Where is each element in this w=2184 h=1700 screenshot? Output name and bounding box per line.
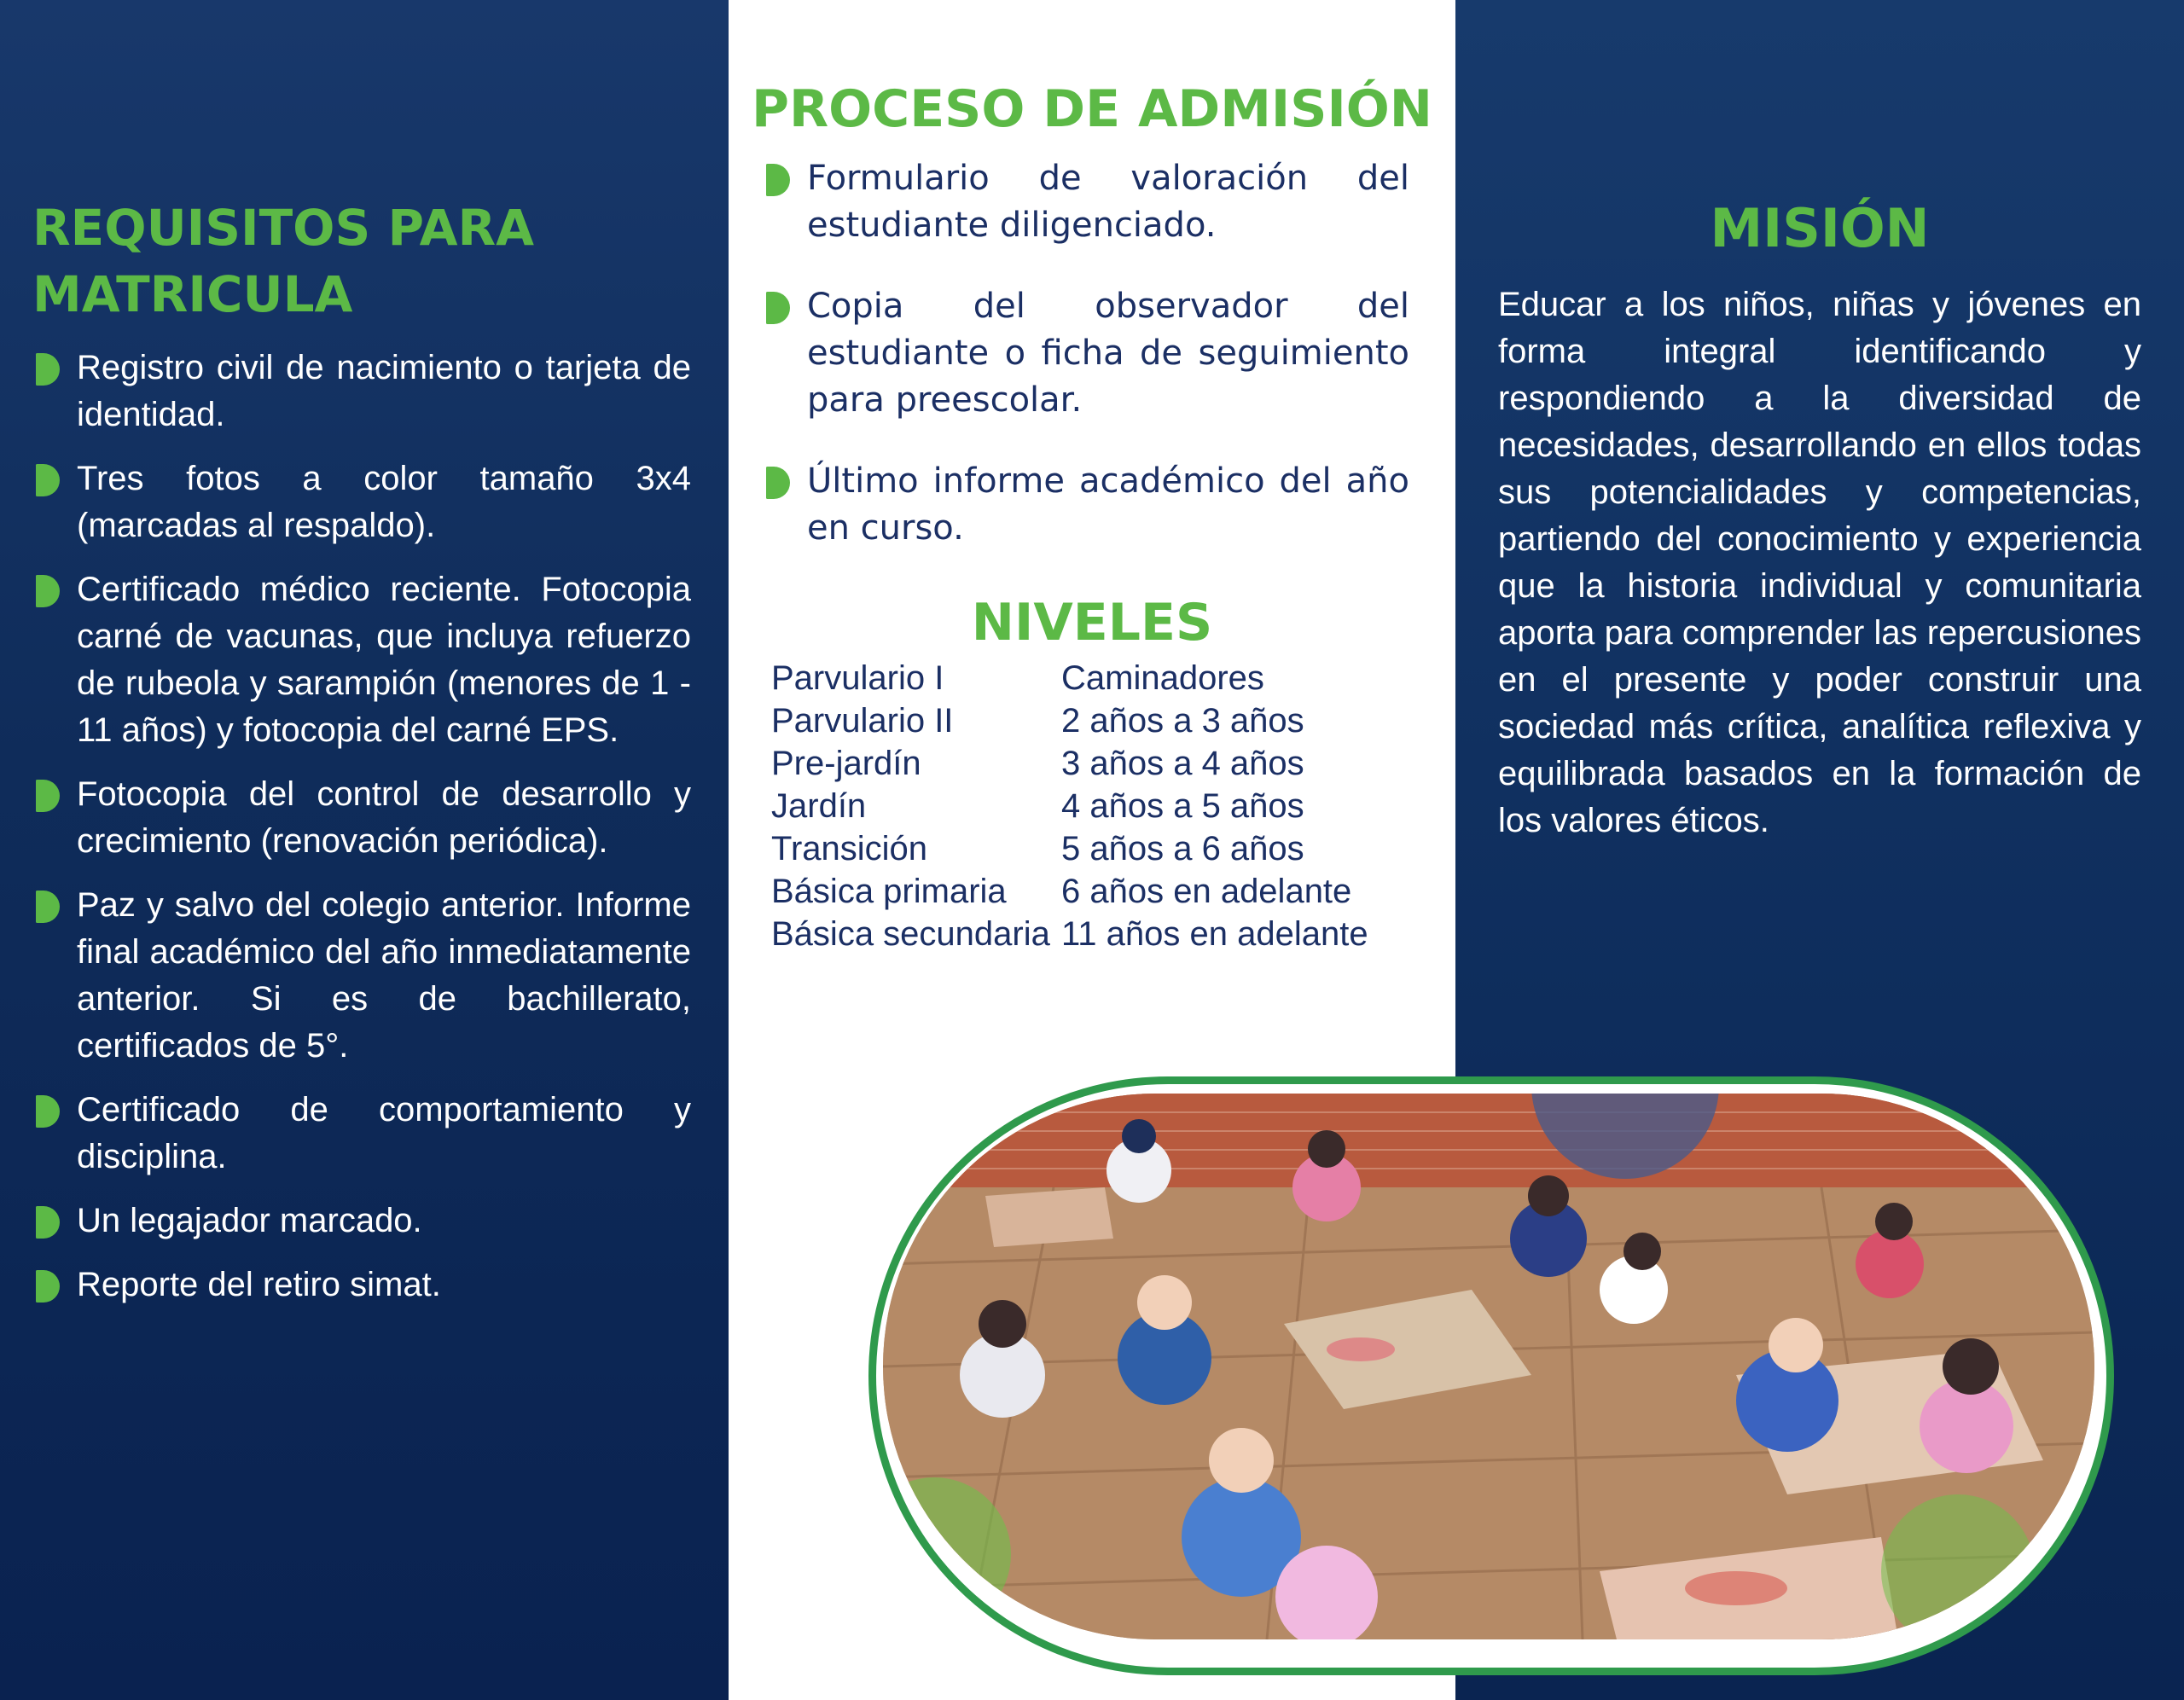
bullet-icon bbox=[36, 780, 60, 812]
list-item-text: Registro civil de nacimiento o tarjeta de identidad. bbox=[77, 349, 691, 433]
level-name: Básica secundaria bbox=[771, 915, 1050, 953]
table-row bbox=[771, 742, 1420, 785]
level-name: Jardín bbox=[771, 787, 867, 825]
list-item bbox=[763, 283, 1409, 424]
bullet-icon bbox=[36, 353, 60, 386]
level-age: 11 años en adelante bbox=[1061, 915, 1368, 953]
list-item-text: Copia del observador del estudiante o ficha de seguimiento para preescolar. bbox=[807, 287, 1409, 420]
list-item-text: Un legajador marcado. bbox=[77, 1202, 422, 1239]
bullet-icon bbox=[36, 1270, 60, 1303]
bullet-icon bbox=[36, 891, 60, 923]
list-item-text: Reporte del retiro simat. bbox=[77, 1266, 441, 1303]
level-age: 6 años en adelante bbox=[1061, 873, 1352, 910]
list-item-text: Formulario de valoración del estudiante diligenciado. bbox=[807, 159, 1409, 245]
level-age: 5 años a 6 años bbox=[1061, 830, 1304, 867]
level-age: 4 años a 5 años bbox=[1061, 787, 1304, 825]
bullet-icon bbox=[36, 575, 60, 607]
list-item-text: Tres fotos a color tamaño 3x4 (marcadas al respaldo). bbox=[77, 460, 691, 544]
bullet-icon bbox=[36, 464, 60, 496]
children-painting-photo bbox=[883, 1094, 2094, 1639]
list-item bbox=[763, 155, 1409, 249]
list-item bbox=[763, 458, 1409, 552]
list-item-text: Certificado médico reciente. Fotocopia carné de vacunas, que incluya refuerzo de rubeola y sarampión (menores de 1 - 11 años) y fotocopia del carné EPS. bbox=[77, 571, 691, 749]
list-item-text: Certificado de comportamiento y disciplina. bbox=[77, 1091, 691, 1175]
bullet-icon bbox=[766, 292, 790, 324]
list-item bbox=[32, 1087, 691, 1181]
admision-title: PROCESO DE ADMISIÓN bbox=[751, 79, 1433, 139]
table-row bbox=[771, 913, 1420, 955]
requisitos-title bbox=[32, 194, 681, 328]
mision-text: Educar a los niños, niñas y jóvenes en forma integral identificando y respondiendo a la diversidad de necesidades, desarrollando en ellos todas sus potencialidades y competencias, partiendo del conocimiento y experiencia que la historia individual y comunitaria aporta para comprender las repercusiones en el presente y poder construir una sociedad más crítica, analítica reflexiva y equilibrada basados en la formación de los valores éticos. bbox=[1498, 286, 2141, 839]
list-item bbox=[32, 771, 691, 865]
bullet-icon bbox=[766, 467, 790, 499]
table-row bbox=[771, 870, 1420, 913]
level-age: Caminadores bbox=[1061, 659, 1264, 697]
mision-title: MISIÓN bbox=[1710, 197, 1930, 259]
requisitos-list bbox=[32, 345, 691, 1326]
level-name: Pre-jardín bbox=[771, 745, 921, 782]
list-item bbox=[32, 345, 691, 438]
list-item bbox=[32, 455, 691, 549]
admision-list bbox=[763, 155, 1409, 586]
table-row bbox=[771, 699, 1420, 742]
photo-illustration bbox=[883, 1094, 2094, 1639]
list-item bbox=[32, 882, 691, 1070]
table-row bbox=[771, 785, 1420, 827]
list-item bbox=[32, 566, 691, 754]
bullet-icon bbox=[36, 1095, 60, 1128]
level-age: 2 años a 3 años bbox=[1061, 702, 1304, 740]
bullet-icon bbox=[36, 1206, 60, 1239]
list-item-text: Fotocopia del control de desarrollo y crecimiento (renovación periódica). bbox=[77, 775, 691, 860]
table-row bbox=[771, 657, 1420, 699]
list-item bbox=[32, 1262, 691, 1308]
requisitos-title-line1: REQUISITOS PARA bbox=[32, 199, 535, 257]
level-age: 3 años a 4 años bbox=[1061, 745, 1304, 782]
level-name: Parvulario I bbox=[771, 659, 944, 697]
level-name: Parvulario II bbox=[771, 702, 954, 740]
level-name: Básica primaria bbox=[771, 873, 1007, 910]
list-item-text: Paz y salvo del colegio anterior. Informe final académico del año inmediatamente anterior. Si es de bachillerato, certificados de 5°. bbox=[77, 886, 691, 1065]
requisitos-panel bbox=[0, 0, 729, 1700]
list-item-text: Último informe académico del año en curso. bbox=[807, 461, 1409, 548]
requisitos-title-line2: MATRICULA bbox=[32, 265, 353, 323]
table-row bbox=[771, 827, 1420, 870]
level-name: Transición bbox=[771, 830, 928, 867]
niveles-title: NIVELES bbox=[971, 593, 1213, 653]
list-item bbox=[32, 1198, 691, 1245]
bullet-icon bbox=[766, 164, 790, 196]
niveles-table bbox=[771, 657, 1420, 955]
